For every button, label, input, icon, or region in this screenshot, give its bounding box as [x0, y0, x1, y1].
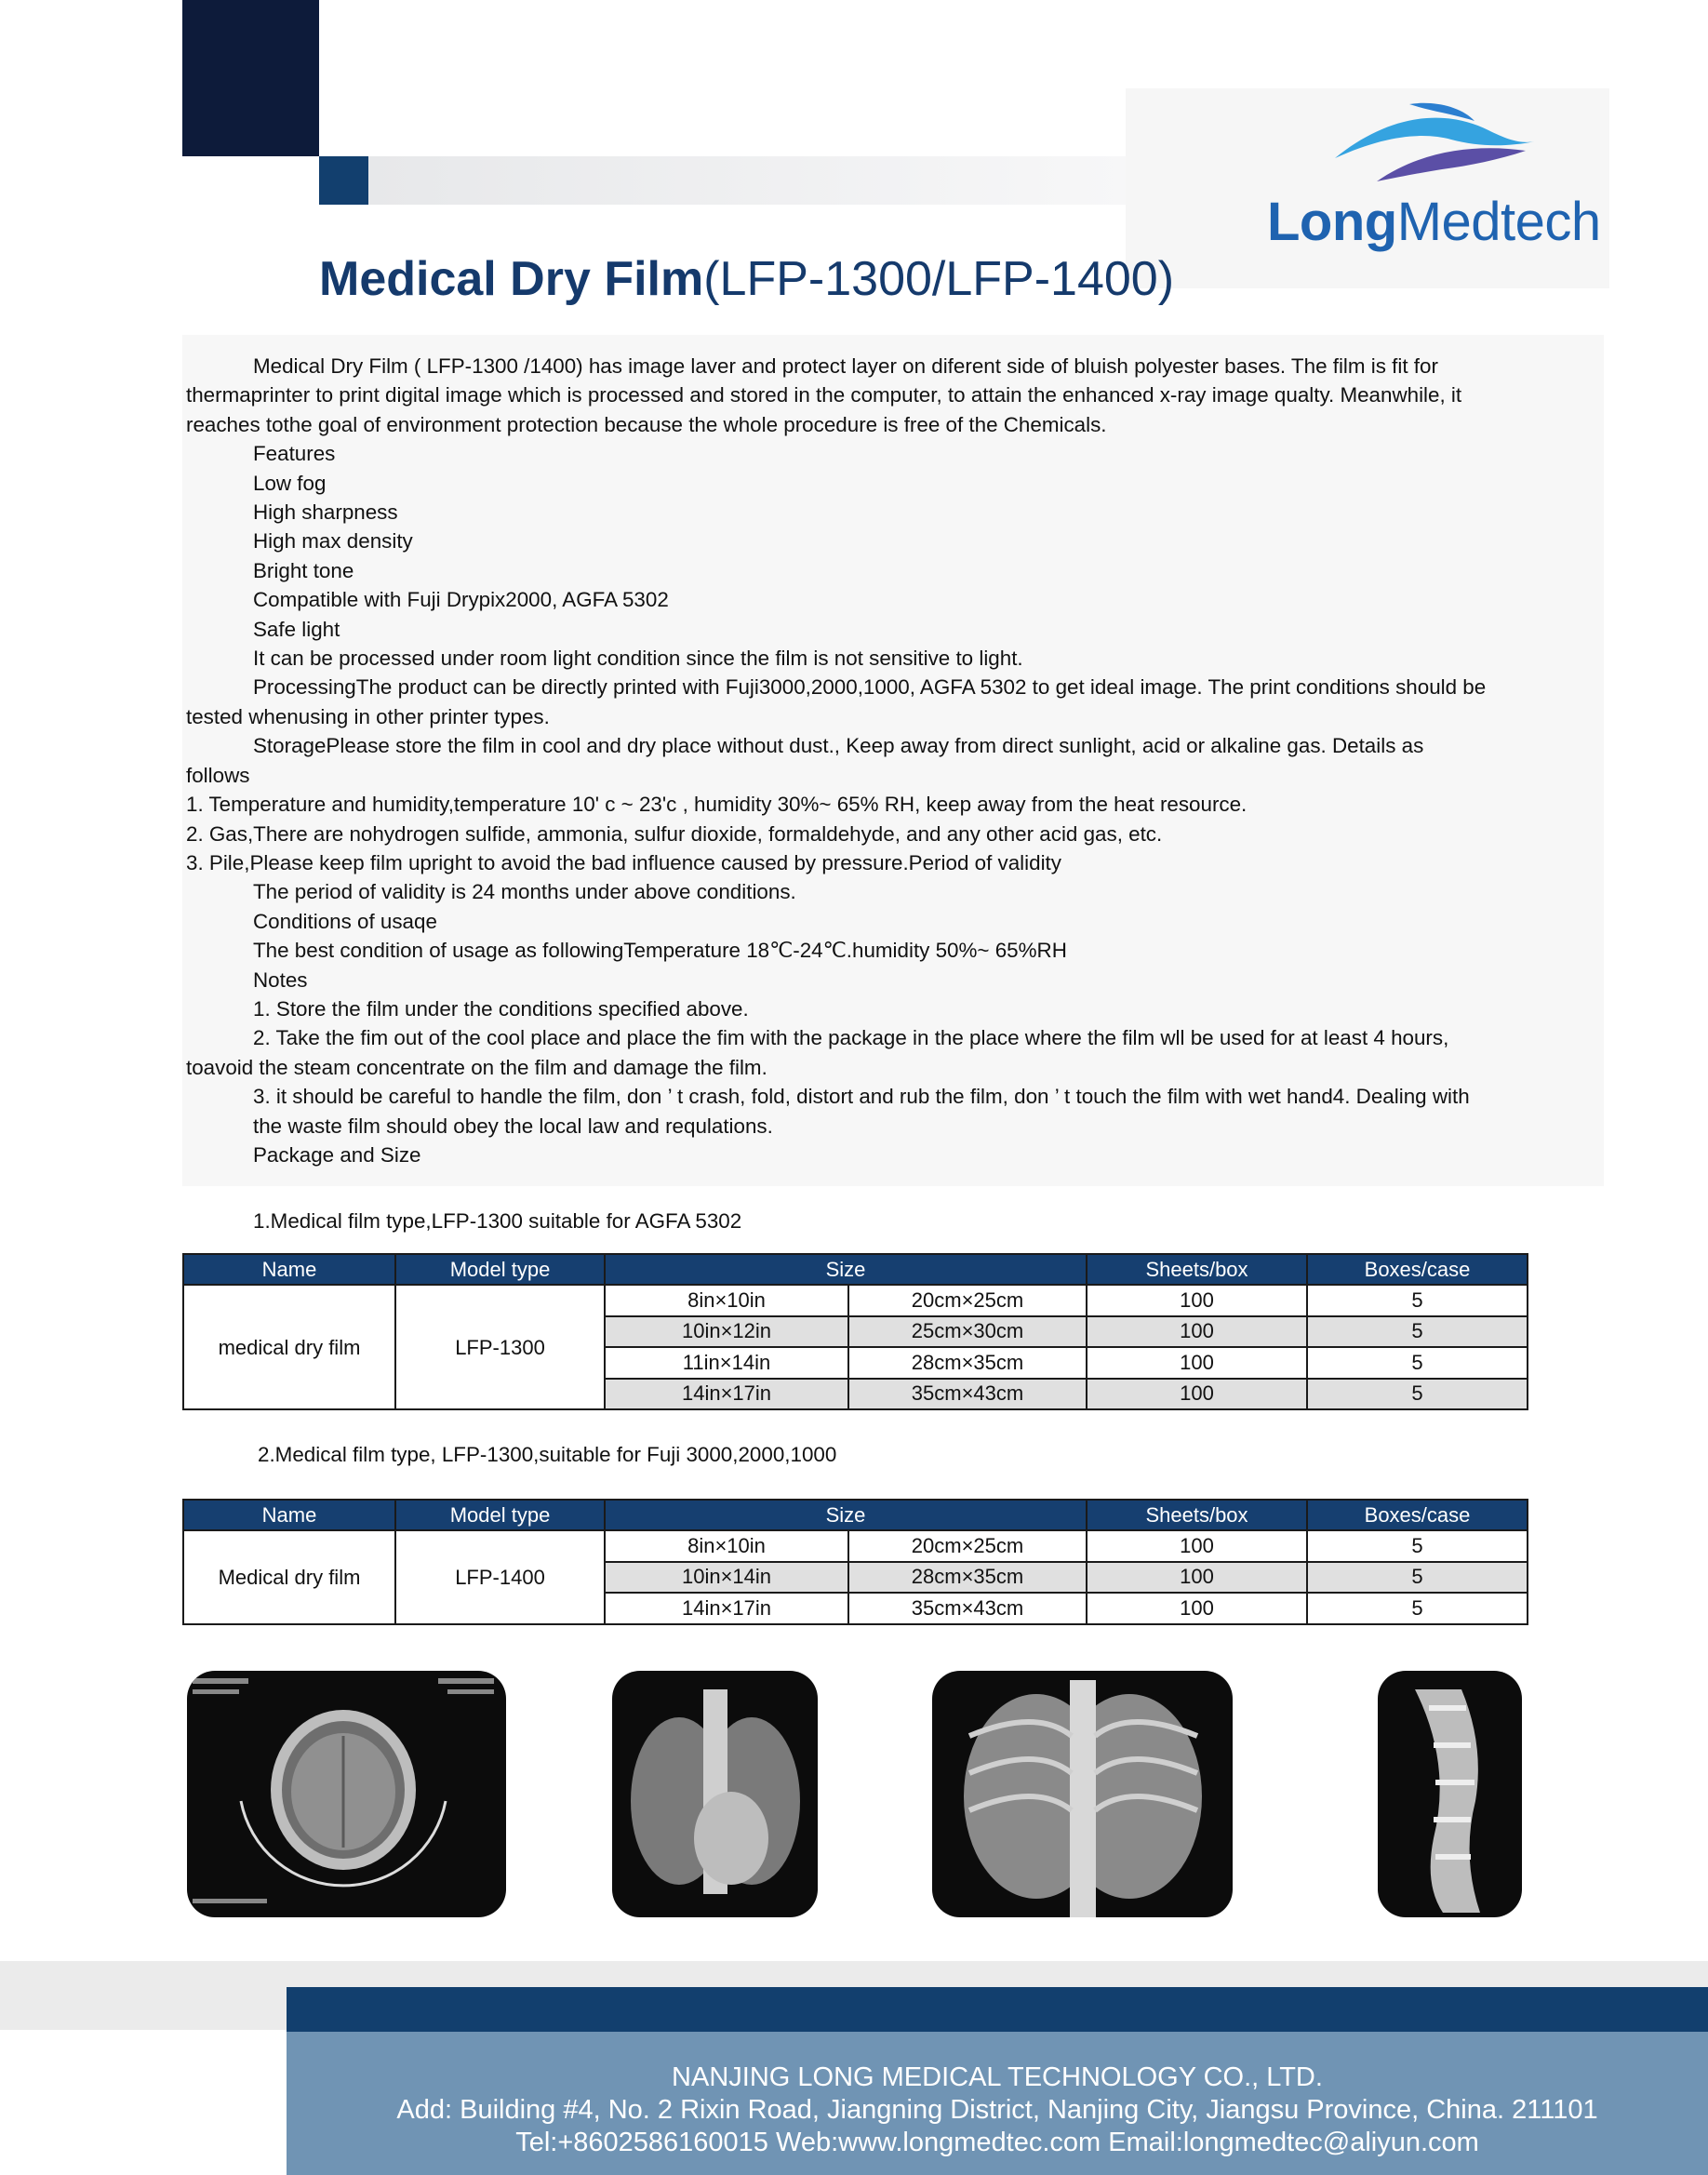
cell-sheets: 100: [1087, 1285, 1307, 1316]
cell-cm: 28cm×35cm: [848, 1562, 1087, 1594]
spec-table-1: [182, 1253, 1528, 1410]
cell-boxes: 5: [1307, 1379, 1528, 1410]
logo-rest: Medtech: [1396, 192, 1601, 252]
header-sheets: Sheets/box: [1087, 1500, 1307, 1530]
cell-boxes: 5: [1307, 1347, 1528, 1379]
header-boxes: Boxes/case: [1307, 1500, 1528, 1530]
title-model: (LFP-1300/LFP-1400): [703, 252, 1175, 306]
body-paragraph: 3. Pile,Please keep film upright to avoid the bad influence caused by pressure.Period of validity: [186, 850, 1061, 874]
body-paragraph: StoragePlease store the film in cool and dry place without dust., Keep away from direct sunlight, acid or alkaline gas. Details as follows: [186, 734, 1424, 787]
cell-in: 14in×17in: [605, 1593, 848, 1624]
page-title: [319, 251, 1174, 307]
body-paragraph: Compatible with Fuji Drypix2000, AGFA 5302: [253, 588, 669, 612]
cell-sheets: 100: [1087, 1593, 1307, 1624]
cell-sheets: 100: [1087, 1347, 1307, 1379]
cell-cm: 25cm×30cm: [848, 1316, 1087, 1348]
cell-name: Medical dry film: [183, 1530, 395, 1624]
footer-navy-band: [287, 1987, 1708, 2032]
body-paragraph: 2. Gas,There are nohydrogen sulfide, ammonia, sulfur dioxide, formaldehyde, and any other acid gas, etc.: [186, 821, 1163, 846]
cell-in: 8in×10in: [605, 1285, 848, 1316]
cell-cm: 35cm×43cm: [848, 1379, 1087, 1410]
body-paragraph: Notes: [253, 967, 308, 992]
body-paragraph: Conditions of usaqe: [253, 909, 437, 933]
cell-in: 10in×14in: [605, 1562, 848, 1594]
header-sheets: Sheets/box: [1087, 1254, 1307, 1285]
body-paragraph: High sharpness: [253, 500, 398, 525]
header-model: Model type: [395, 1500, 605, 1530]
body-paragraph: It can be processed under room light condition since the film is not sensitive to light.: [253, 647, 1023, 671]
body-paragraph: ProcessingThe product can be directly printed with Fuji3000,2000,1000, AGFA 5302 to get ideal image. The print conditions should be tested whenusing in other printer types.: [186, 675, 1487, 728]
spine-xray-image: [1378, 1671, 1522, 1917]
footer-address: Add: Building #4, No. 2 Rixin Road, Jiangning District, Nanjing City, Jiangsu Province, China. 211101: [396, 2095, 1598, 2125]
header-navy-square: [319, 156, 368, 205]
cell-sheets: 100: [1087, 1379, 1307, 1410]
body-paragraph: 2. Take the fim out of the cool place and place the fim with the package in the place where the film wll be used for at least 4 hours, toavoid the steam concentrate on the film and damage the film.: [186, 1026, 1449, 1079]
cell-in: 11in×14in: [605, 1347, 848, 1379]
body-paragraph: High max density: [253, 529, 413, 554]
body-paragraph: Bright tone: [253, 558, 354, 582]
cell-cm: 20cm×25cm: [848, 1530, 1087, 1562]
cell-boxes: 5: [1307, 1316, 1528, 1348]
cell-boxes: 5: [1307, 1562, 1528, 1594]
cell-cm: 20cm×25cm: [848, 1285, 1087, 1316]
header-boxes: Boxes/case: [1307, 1254, 1528, 1285]
header-name: Name: [183, 1500, 395, 1530]
body-paragraph: 1. Temperature and humidity,temperature 10' c ~ 23'c , humidity 30%~ 65% RH, keep away from the heat resource.: [186, 793, 1248, 817]
header-dark-block: [182, 0, 319, 156]
body-paragraph: The period of validity is 24 months under above conditions.: [253, 880, 796, 904]
table-row: [183, 1285, 1528, 1316]
footer-contact-line: Tel:+8602586160015 Web:www.longmedtec.com Email:longmedtec@aliyun.com: [515, 2128, 1479, 2157]
body-paragraph: Package and Size: [253, 1142, 421, 1167]
cell-name: medical dry film: [183, 1285, 395, 1409]
footer-company: NANJING LONG MEDICAL TECHNOLOGY CO., LTD.: [672, 2062, 1323, 2092]
cell-boxes: 5: [1307, 1285, 1528, 1316]
cell-in: 8in×10in: [605, 1530, 848, 1562]
table-2-caption: 2.Medical film type, LFP-1300,suitable for Fuji 3000,2000,1000: [258, 1443, 837, 1466]
header-gradient-bar: [368, 156, 1126, 205]
logo-wave-icon: [1321, 93, 1544, 186]
table-1-caption: 1.Medical film type,LFP-1300 suitable for AGFA 5302: [253, 1209, 742, 1233]
body-paragraph: Medical Dry Film ( LFP-1300 /1400) has image laver and protect layer on diferent side of bluish polyester bases. The film is fit for thermaprinter to print digital image which is processed and stored in the computer, to attain the enhanced x-ray image qualty. Meanwhile, it reaches tothe goal of environment protection because the whole procedure is free of the Chemicals.: [186, 354, 1462, 436]
body-paragraph: Features: [253, 442, 336, 466]
body-paragraph: 3. it should be careful to handle the film, don ’ t crash, fold, distort and rub the film, don ’ t touch the film with wet hand4. Dealing with the waste film should obey the local law and requlations.: [253, 1085, 1470, 1138]
cell-boxes: 5: [1307, 1530, 1528, 1562]
chest-xray-image-2: [932, 1671, 1233, 1917]
header-name: Name: [183, 1254, 395, 1285]
body-paragraph: 1. Store the film under the conditions specified above.: [253, 996, 749, 1021]
body-paragraph: Low fog: [253, 471, 327, 495]
table-row: [183, 1530, 1528, 1562]
ct-head-scan-image: [187, 1671, 506, 1917]
cell-cm: 35cm×43cm: [848, 1593, 1087, 1624]
cell-model: LFP-1300: [395, 1285, 605, 1409]
footer-contact: [287, 2062, 1708, 2159]
logo: [1267, 191, 1601, 253]
header-model: Model type: [395, 1254, 605, 1285]
cell-model: LFP-1400: [395, 1530, 605, 1624]
cell-sheets: 100: [1087, 1562, 1307, 1594]
header-size: Size: [605, 1254, 1087, 1285]
cell-boxes: 5: [1307, 1593, 1528, 1624]
chest-xray-image-1: [612, 1671, 818, 1917]
cell-in: 10in×12in: [605, 1316, 848, 1348]
logo-bold: Long: [1267, 192, 1397, 252]
header-size: Size: [605, 1500, 1087, 1530]
title-main: Medical Dry Film: [319, 252, 704, 306]
body-text: [186, 352, 1488, 1169]
cell-sheets: 100: [1087, 1316, 1307, 1348]
spec-table-2: [182, 1499, 1528, 1625]
body-paragraph: Safe light: [253, 617, 340, 641]
cell-in: 14in×17in: [605, 1379, 848, 1410]
cell-cm: 28cm×35cm: [848, 1347, 1087, 1379]
cell-sheets: 100: [1087, 1530, 1307, 1562]
body-paragraph: The best condition of usage as followingTemperature 18℃-24℃.humidity 50%~ 65%RH: [253, 939, 1067, 963]
